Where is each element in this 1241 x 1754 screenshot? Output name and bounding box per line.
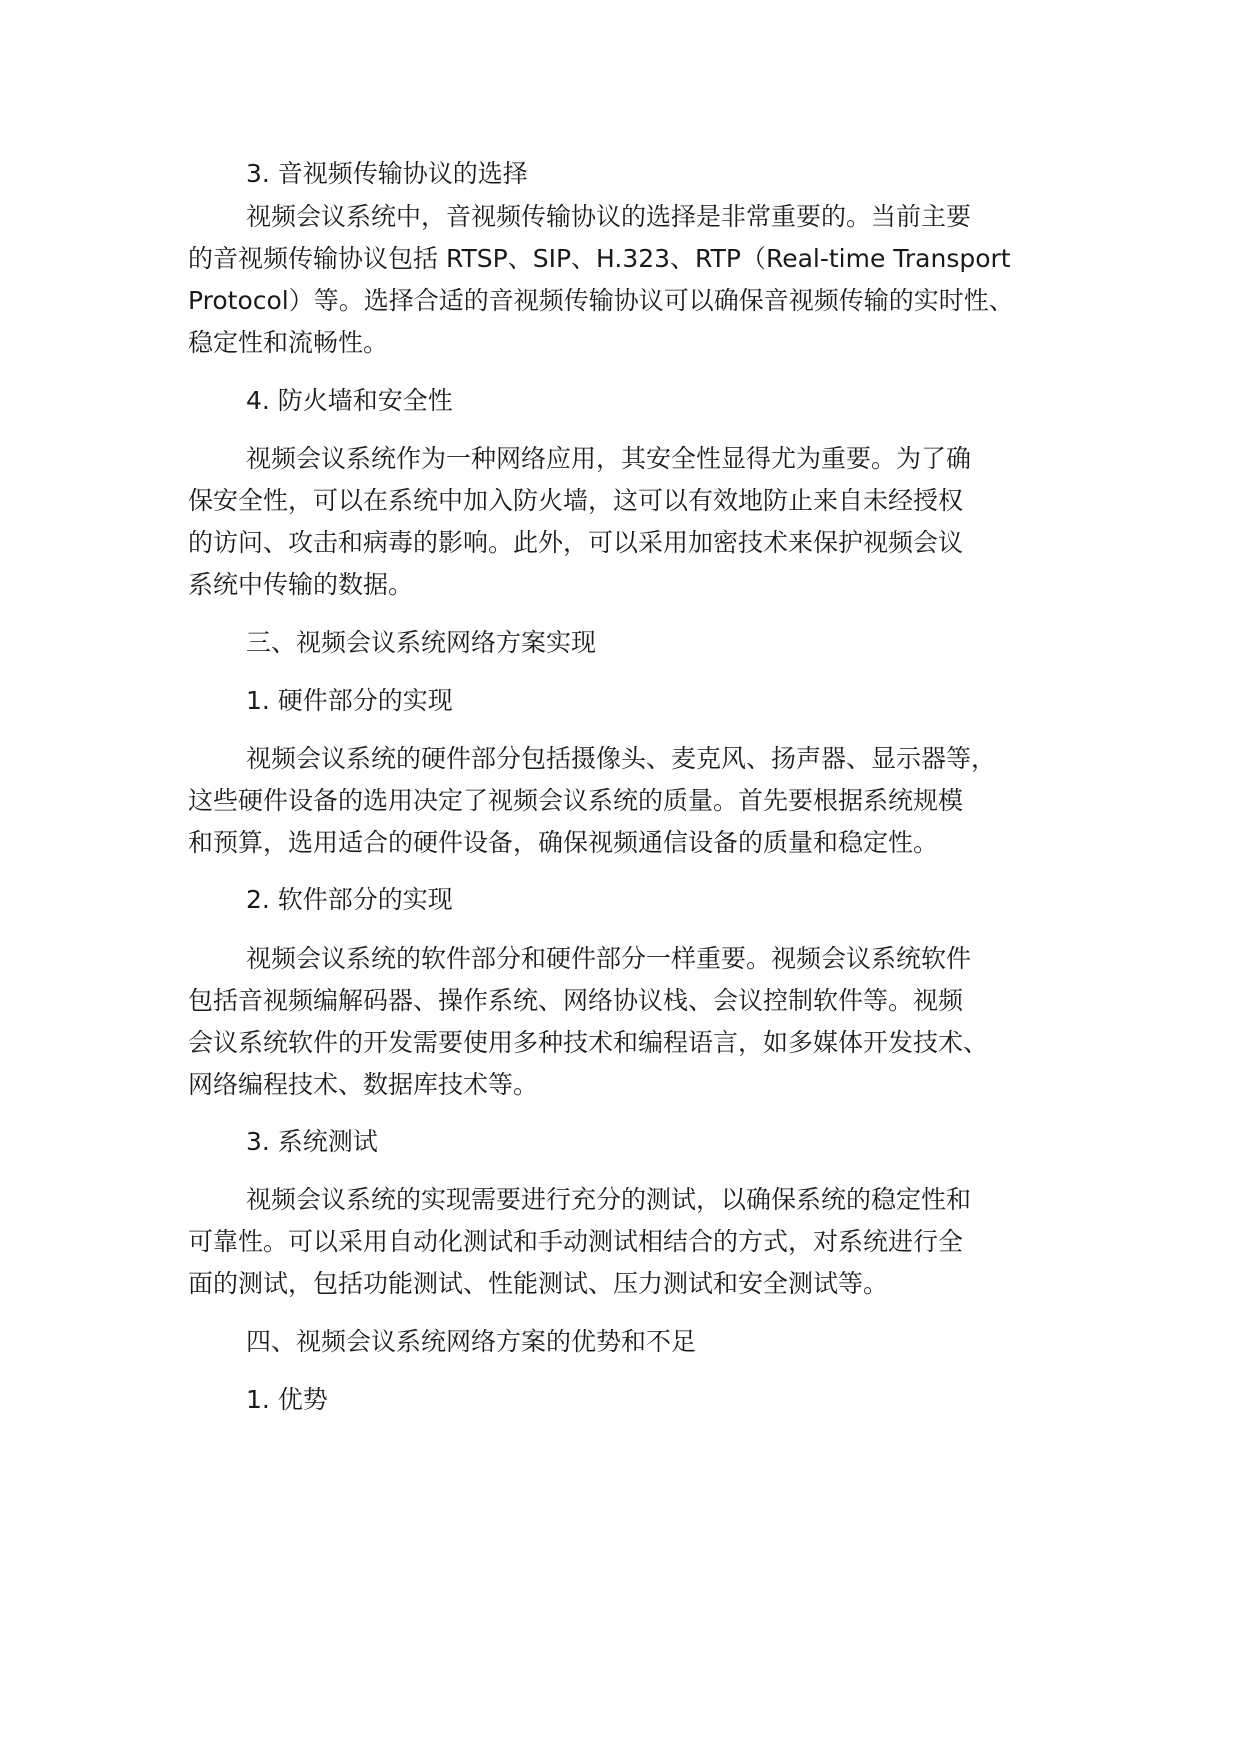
heading-section-4: 四、视频会议系统网络方案的优势和不足 xyxy=(246,1327,697,1356)
paragraph-line: 这些硬件设备的选用决定了视频会议系统的质量。首先要根据系统规模 xyxy=(188,786,964,815)
paragraph-line: 视频会议系统作为一种网络应用，其安全性显得尤为重要。为了确 xyxy=(246,444,972,473)
paragraph-line: 包括音视频编解码器、操作系统、网络协议栈、会议控制软件等。视频 xyxy=(188,986,964,1015)
heading-hardware: 1. 硬件部分的实现 xyxy=(246,686,453,715)
heading-section-3: 三、视频会议系统网络方案实现 xyxy=(246,628,597,657)
paragraph-line: 视频会议系统中，音视频传输协议的选择是非常重要的。当前主要 xyxy=(246,202,972,231)
heading-testing: 3. 系统测试 xyxy=(246,1127,378,1156)
paragraph-line: 视频会议系统的硬件部分包括摄像头、麦克风、扬声器、显示器等， xyxy=(246,744,997,773)
heading-advantages: 1. 优势 xyxy=(246,1385,328,1414)
paragraph-line: 面的测试，包括功能测试、性能测试、压力测试和安全测试等。 xyxy=(188,1269,889,1298)
paragraph-line: 的访问、攻击和病毒的影响。此外，可以采用加密技术来保护视频会议 xyxy=(188,528,964,557)
heading-software: 2. 软件部分的实现 xyxy=(246,885,453,914)
paragraph-line: 视频会议系统的实现需要进行充分的测试，以确保系统的稳定性和 xyxy=(246,1185,972,1214)
paragraph-line: 系统中传输的数据。 xyxy=(188,570,414,599)
heading-firewall: 4. 防火墙和安全性 xyxy=(246,386,453,415)
paragraph-line: 稳定性和流畅性。 xyxy=(188,328,389,357)
paragraph-line: 网络编程技术、数据库技术等。 xyxy=(188,1070,539,1099)
paragraph-line: Protocol）等。选择合适的音视频传输协议可以确保音视频传输的实时性、 xyxy=(188,286,1014,315)
paragraph-line: 视频会议系统的软件部分和硬件部分一样重要。视频会议系统软件 xyxy=(246,944,972,973)
paragraph-line: 和预算，选用适合的硬件设备，确保视频通信设备的质量和稳定性。 xyxy=(188,828,939,857)
heading-audio-protocol: 3. 音视频传输协议的选择 xyxy=(246,159,528,188)
paragraph-line: 保安全性，可以在系统中加入防火墙，这可以有效地防止来自未经授权 xyxy=(188,486,964,515)
paragraph-line: 可靠性。可以采用自动化测试和手动测试相结合的方式，对系统进行全 xyxy=(188,1227,964,1256)
paragraph-line: 的音视频传输协议包括 RTSP、SIP、H.323、RTP（Real-time Transport xyxy=(188,244,1011,273)
paragraph-line: 会议系统软件的开发需要使用多种技术和编程语言，如多媒体开发技术、 xyxy=(188,1028,989,1057)
